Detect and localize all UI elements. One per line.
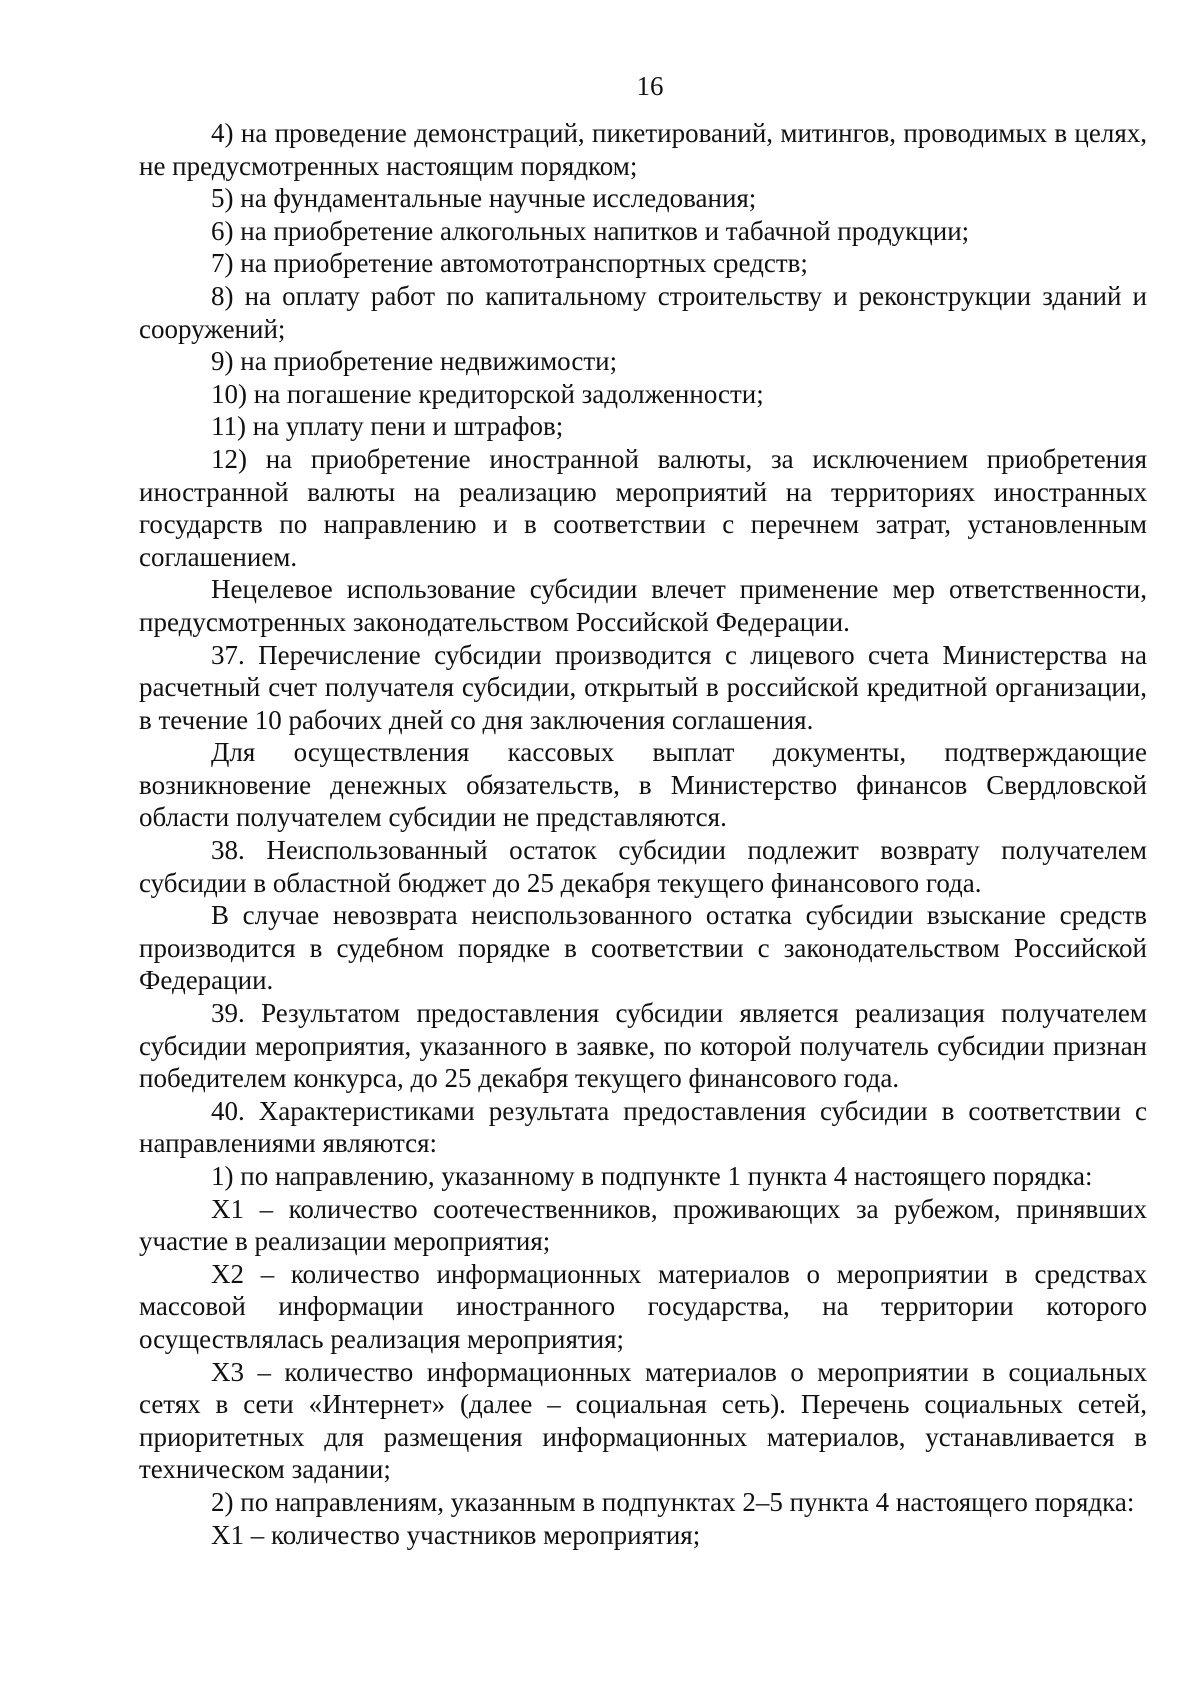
document-body xyxy=(139,117,1147,1551)
paragraph-clause-37: 37. Перечисление субсидии производится с лицевого счета Министерства на расчетный счет получателя субсидии, открытый в российской кредитной организации, в течение 10 рабочих дней со дня заключения соглашения. xyxy=(139,639,1147,735)
paragraph-clause-38: 38. Неиспользованный остаток субсидии подлежит возврату получателем субсидии в областной бюджет до 25 декабря текущего финансового года. xyxy=(139,835,1147,898)
paragraph-x3-social: X3 – количество информационных материалов о мероприятии в социальных сетях в сети «Интернет» (далее – социальная сеть). Перечень социальных сетей, приоритетных для размещения информационных материалов, устанавливается в техническом задании; xyxy=(139,1356,1147,1485)
paragraph-x1-compatriots: X1 – количество соотечественников, проживающих за рубежом, принявших участие в реализации мероприятия; xyxy=(139,1193,1147,1257)
paragraph-item-8: 8) на оплату работ по капитальному строительству и реконструкции зданий и сооружений; xyxy=(139,280,1147,344)
paragraph-item-10: 10) на погашение кредиторской задолженности; xyxy=(211,378,764,409)
paragraph-non-return: В случае невозврата неиспользованного остатка субсидии взыскание средств производится в судебном порядке в соответствии с законодательством Российской Федерации. xyxy=(139,900,1147,996)
paragraph-item-7: 7) на приобретение автомототранспортных средств; xyxy=(211,248,808,279)
paragraph-misuse-liability: Нецелевое использование субсидии влечет применение мер ответственности, предусмотренных законодательством Российской Федерации. xyxy=(139,574,1147,637)
paragraph-item-6: 6) на приобретение алкогольных напитков и табачной продукции; xyxy=(211,215,970,246)
paragraph-clause-40: 40. Характеристиками результата предоставления субсидии в соответствии с направлениями являются: xyxy=(139,1095,1147,1159)
paragraph-item-12: 12) на приобретение иностранной валюты, за исключением приобретения иностранной валюты на реализацию мероприятий на территориях иностранных государств по направлению и в соответствии с перечнем затрат, установленным соглашением. xyxy=(139,443,1147,572)
paragraph-cash-payments: Для осуществления кассовых выплат документы, подтверждающие возникновение денежных обязательств, в Министерство финансов Свердловской области получателем субсидии не представляются. xyxy=(139,737,1147,833)
paragraph-item-5: 5) на фундаментальные научные исследования; xyxy=(211,183,757,214)
paragraph-item-11: 11) на уплату пени и штрафов; xyxy=(211,411,564,442)
page-number: 16 xyxy=(636,71,664,101)
paragraph-x2-media: X2 – количество информационных материалов о мероприятии в средствах массовой информации иностранного государства, на территории которого осуществлялась реализация мероприятия; xyxy=(139,1258,1147,1354)
paragraph-clause-39: 39. Результатом предоставления субсидии является реализация получателем субсидии мероприятия, указанного в заявке, по которой получатель субсидии признан победителем конкурса, до 25 декабря текущего финансового года. xyxy=(139,998,1147,1094)
paragraph-direction-2: 2) по направлениям, указанным в подпунктах 2–5 пункта 4 настоящего порядка: xyxy=(211,1486,1135,1517)
paragraph-direction-1: 1) по направлению, указанному в подпункте 1 пункта 4 настоящего порядка: xyxy=(211,1161,1093,1191)
paragraph-item-9: 9) на приобретение недвижимости; xyxy=(211,346,618,377)
paragraph-x1-participants: X1 – количество участников мероприятия; xyxy=(211,1519,701,1550)
paragraph-item-4: 4) на проведение демонстраций, пикетирований, митингов, проводимых в целях, не предусмотренных настоящим порядком; xyxy=(139,118,1147,181)
